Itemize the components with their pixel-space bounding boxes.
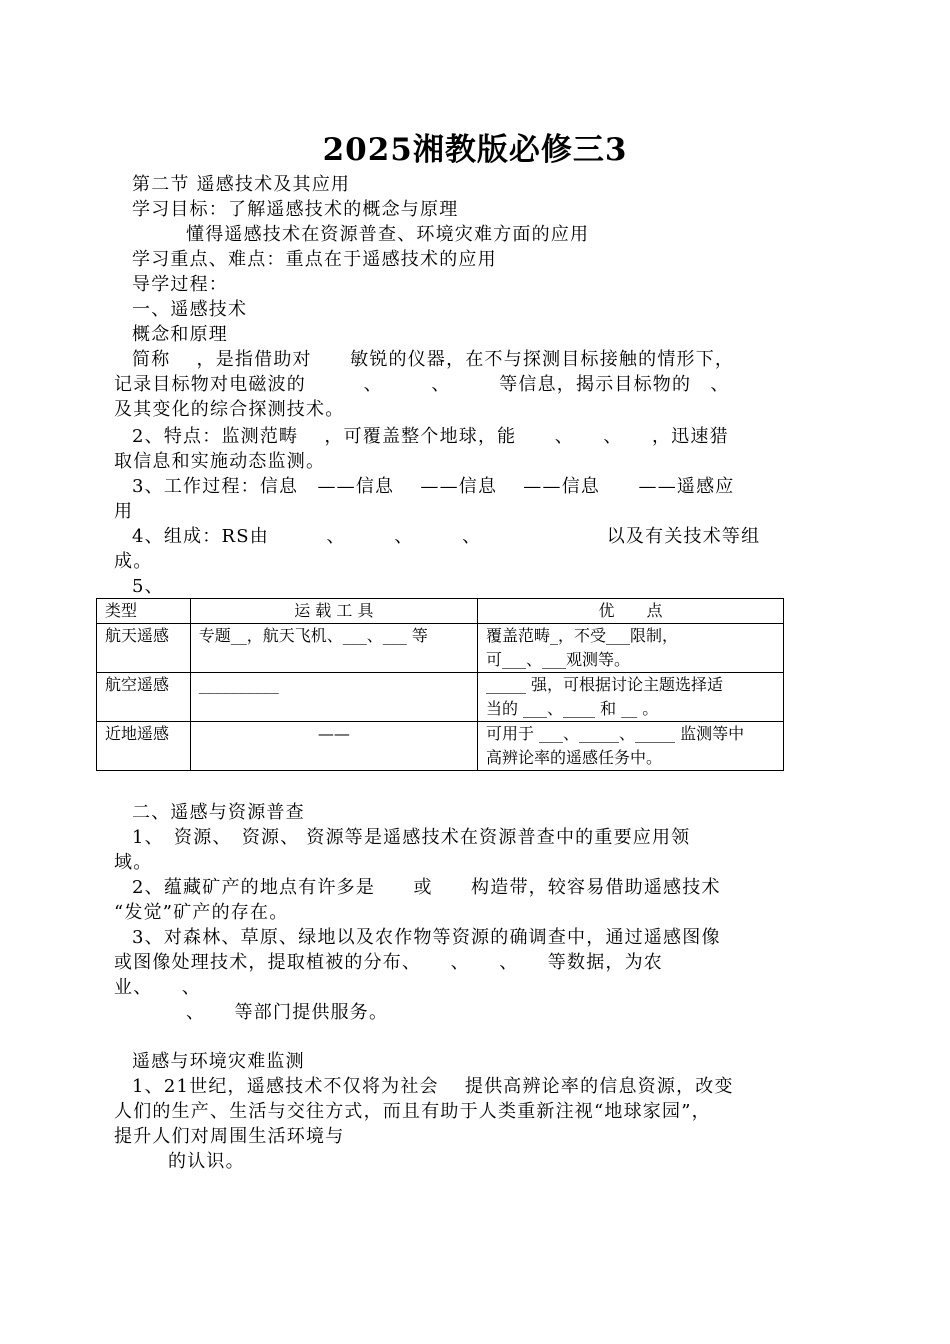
resource-line-2: 域。 bbox=[114, 852, 153, 873]
concept-line-1: 简称 ，是指借助对 敏锐的仪器，在不与探测目标接触的情形下， bbox=[132, 349, 735, 370]
row-advantage bbox=[477, 624, 783, 673]
header-tool: 运 载 工 具 bbox=[190, 599, 477, 624]
part-one-heading: 一、遥感技术 bbox=[132, 299, 248, 320]
feature-line-2: 取信息和实施动态监测。 bbox=[114, 451, 326, 472]
section-heading: 第二节 遥感技术及其应用 bbox=[132, 174, 351, 195]
part-three-heading: 遥感与环境灾难监测 bbox=[132, 1051, 305, 1072]
row-tool: —— bbox=[190, 722, 477, 771]
document-title: 2025湘教版必修三3 bbox=[322, 132, 628, 168]
header-type: 类型 bbox=[97, 599, 191, 624]
part-two-heading: 二、遥感与资源普查 bbox=[132, 802, 305, 823]
concept-line-3: 及其变化的综合探测技术。 bbox=[114, 399, 345, 420]
process-line-2: 用 bbox=[114, 501, 134, 522]
vegetation-line-2: 或图像处理技术，提取植被的分布、 、 、 等数据，为农 bbox=[114, 952, 663, 973]
table-row bbox=[97, 722, 784, 771]
table-row bbox=[97, 624, 784, 673]
row-advantage-line: 可用于 ___、_____、_____ 监测等中 bbox=[485, 724, 745, 743]
concept-heading: 概念和原理 bbox=[132, 324, 228, 345]
disaster-line-1: 1、21世纪，遥感技术不仅将为社会 提供高辨论率的信息资源，改变 bbox=[132, 1076, 734, 1097]
composition-line-2: 成。 bbox=[114, 551, 153, 572]
row-advantage bbox=[477, 722, 783, 771]
learning-goal-cont: 懂得遥感技术在资源普查、环境灾难方面的应用 bbox=[186, 224, 590, 245]
disaster-line-2: 人们的生产、生活与交往方式，而且有助于人类重新注视“地球家园”， bbox=[114, 1101, 711, 1122]
vegetation-line-1: 3、对森林、草原、绿地以及农作物等资源的确调查中，通过遥感图像 bbox=[132, 927, 721, 948]
row-type: 航天遥感 bbox=[97, 624, 191, 673]
remote-sensing-table bbox=[96, 598, 784, 771]
row-advantage-line: 可___、___观测等。 bbox=[485, 650, 630, 669]
vegetation-line-3: 业、 、 bbox=[114, 977, 201, 998]
row-advantage bbox=[477, 673, 783, 722]
process-line-1: 3、工作过程：信息 ——信息 ——信息 ——信息 ——遥感应 bbox=[132, 476, 735, 497]
row-type: 近地遥感 bbox=[97, 722, 191, 771]
table-row bbox=[97, 673, 784, 722]
row-advantage-line: 高辨论率的遥感任务中。 bbox=[485, 748, 662, 767]
disaster-line-3: 提升人们对周围生活环境与 bbox=[114, 1126, 345, 1147]
table-header-row bbox=[97, 599, 784, 624]
mineral-line-1: 2、蕴藏矿产的地点有许多是 或 构造带，较容易借助遥感技术 bbox=[132, 877, 721, 898]
learning-goal: 学习目标：了解遥感技术的概念与原理 bbox=[132, 199, 459, 220]
header-advantage: 优 点 bbox=[477, 599, 783, 624]
vegetation-line-4: 、 等部门提供服务。 bbox=[186, 1002, 389, 1023]
feature-line-1: 2、特点：监测范畴 ，可覆盖整个地球，能 、 、 ，迅速猎 bbox=[132, 426, 729, 447]
key-points: 学习重点、难点：重点在于遥感技术的应用 bbox=[132, 249, 497, 270]
row-tool: __________ bbox=[190, 673, 477, 722]
row-advantage-line: 覆盖范畴_，不受___限制， bbox=[485, 626, 678, 645]
mineral-line-2: “发觉”矿产的存在。 bbox=[114, 902, 289, 923]
row-advantage-line: _____ 强，可根据讨论主题选择适 bbox=[485, 675, 724, 694]
concept-line-2: 记录目标物对电磁波的 、 、 等信息，揭示目标物的 、 bbox=[114, 374, 730, 395]
resource-line-1: 1、 资源、 资源、 资源等是遥感技术在资源普查中的重要应用领 bbox=[132, 827, 691, 848]
item-five: 5、 bbox=[132, 576, 164, 597]
row-tool: 专题__，航天飞机、___、___ 等 bbox=[190, 624, 477, 673]
row-type: 航空遥感 bbox=[97, 673, 191, 722]
composition-line-1: 4、组成：RS由 、 、 、 以及有关技术等组 bbox=[132, 526, 761, 547]
guide-process: 导学过程： bbox=[132, 274, 228, 295]
row-advantage-line: 当的 ___、____ 和 __ 。 bbox=[485, 699, 659, 718]
disaster-line-4: 的认识。 bbox=[168, 1151, 245, 1172]
